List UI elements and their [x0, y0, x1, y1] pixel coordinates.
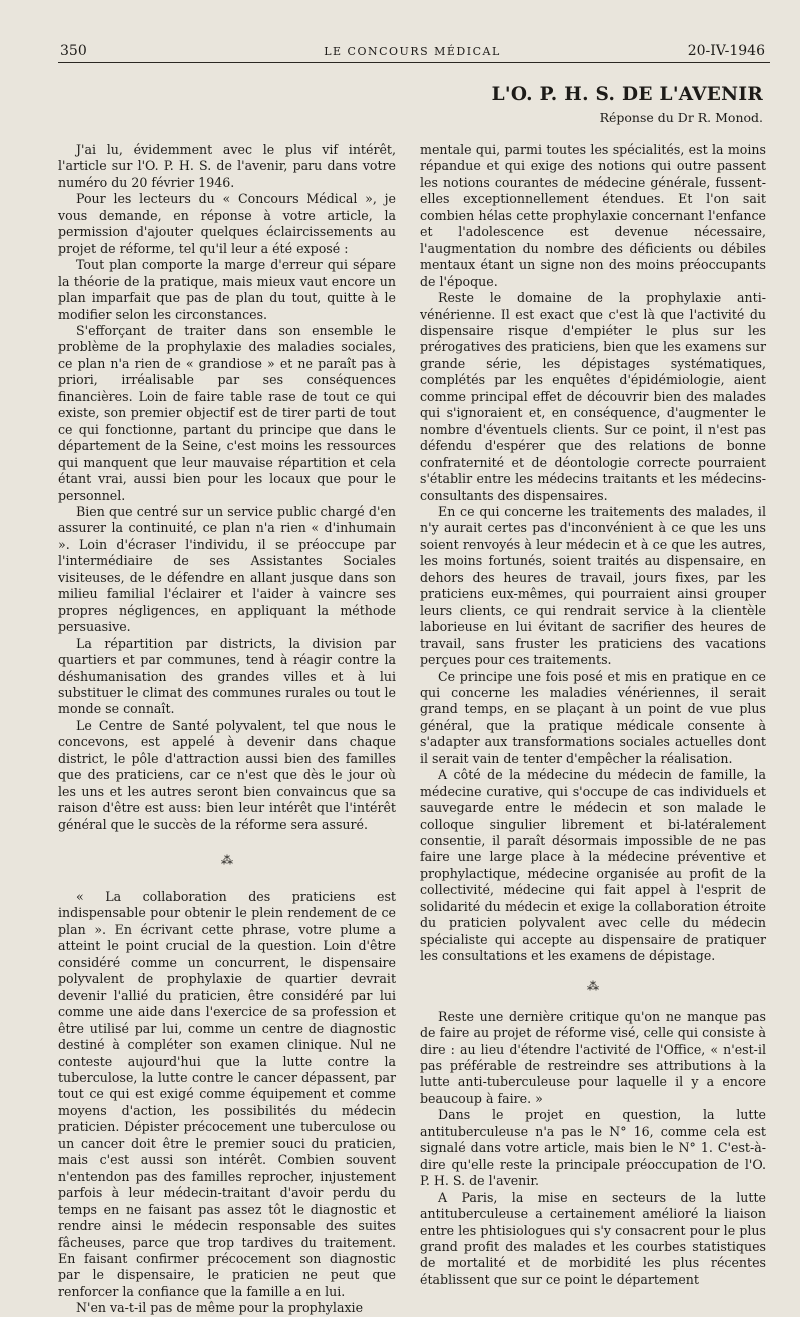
paragraph: Dans le projet en question, la lutte antituberculeuse n'a pas le N° 16, comme cela est signalé dans votre article, mais bien le N° 1. C'est-à-dire qu'elle reste la principale préoccupation de l'O. P. H. S. de l'avenir.: [420, 1107, 766, 1189]
paragraph: A Paris, la mise en secteurs de la lutte antituberculeuse a certainement amélioré la liaison entre les phtisiologues qui s'y consacrent pour le plus grand profit des malades et les courbes statistiques de mortalité et de morbidité les plus récentes établissent que sur ce point le département: [420, 1189, 766, 1287]
issue-date: 20-IV-1946: [687, 43, 765, 59]
paragraph: En ce qui concerne les traitements des malades, il n'y aurait certes pas d'inconvénient à ce que les uns soient renvoyés à leur médecin et à ce que les autres, les moins fortunés, soient traités au dispensaire, en dehors des heures de travail, jours fixes, par les praticiens eux-mêmes, qui pourraient ainsi grouper leurs clients, ce qui rendrait service à la clientèle laborieuse en lui évitant de sacrifier des heures de travail, sans fruster les praticiens des vacations perçues pour ces traitements.: [420, 503, 766, 668]
paragraph: Ce principe une fois posé et mis en pratique en ce qui concerne les maladies vénériennes, il serait grand temps, en se plaçant à un point de vue plus général, que la pratique médicale consente à s'adapter aux transformations sociales actuelles dont il serait vain de tenter d'empêcher la réalisation.: [420, 668, 766, 766]
paragraph: Bien que centré sur un service public chargé d'en assurer la continuité, ce plan n'a rien « d'inhumain ». Loin d'écraser l'individu, il se préoccupe par l'intermédiaire de ses Assistantes Sociales visiteuses, de le défendre en allant jusque dans son milieu familial l'éclairer et l'aider à vaincre ses propres négligences, en appliquant la méthode persuasive.: [58, 503, 396, 635]
paragraph: Pour les lecteurs du « Concours Médical », je vous demande, en réponse à votre article, la permission d'ajouter quelques éclaircissements au projet de réforme, tel qu'il leur a été exposé :: [58, 191, 396, 256]
paragraph: J'ai lu, évidemment avec le plus vif intérêt, l'article sur l'O. P. H. S. de l'avenir, paru dans votre numéro du 20 février 1946.: [58, 142, 396, 190]
paragraph: Le Centre de Santé polyvalent, tel que nous le concevons, est appelé à devenir dans chaque district, le pôle d'attraction aussi bien des familles que des praticiens, car ce n'est que dès le jour où les uns et les autres seront bien convaincus que sa raison d'être est auss: bien leur intérêt que l'intérêt général que le succès de la réforme sera assuré.: [58, 717, 396, 832]
article-title: L'O. P. H. S. DE L'AVENIR: [491, 84, 763, 105]
section-separator: ⁂: [221, 853, 233, 868]
paragraph: Reste le domaine de la prophylaxie anti-vénérienne. Il est exact que c'est là que l'activité du dispensaire risque d'empiéter le plus sur les prérogatives des praticiens, bien que les examens sur grande série, les dépistages systématiques, complétés par les enquêtes d'épidémiologie, aient comme principal effet de découvrir bien des malades qui s'ignoraient et, en conséquence, d'augmenter le nombre d'éventuels clients. Sur ce point, il n'est pas défendu d'espérer que des relations de bonne confraternité et de déontologie correcte pourraient s'établir entre les médecins traitants et les médecins-consultants des dispensaires.: [420, 290, 766, 503]
running-header: [60, 40, 765, 62]
paragraph: A côté de la médecine du médecin de famille, la médecine curative, qui s'occupe de cas individuels et sauvegarde entre le médecin et son malade le colloque singulier librement et bi-latéralement consentie, il paraît désormais impossible de ne pas faire une large place à la médecine préventive et prophylactique, médecine organisée au profit de la collectivité, médecine qui fait appel à l'esprit de solidarité du médecin et exige la collaboration étroite du praticien polyvalent avec celle du médecin spécialiste qui accepte au dispensaire de pratiquer les consultations et les examens de dépistage.: [420, 767, 766, 964]
paragraph: « La collaboration des praticiens est indispensable pour obtenir le plein rendement de ce plan ». En écrivant cette phrase, votre plume a atteint le point crucial de la question. Loin d'être considéré comme un concurrent, le dispensaire polyvalent de prophylaxie de quartier devrait devenir l'allié du praticien, être considéré par lui comme une aide dans l'exercice de sa profession et être utilisé par lui, comme un centre de diagnostic destiné à compléter son examen clinique. Nul ne conteste aujourd'hui que la lutte contre la tuberculose, la lutte contre le cancer dépassent, par tout ce qui est exigé comme équipement et comme moyens d'action, les possibilités du médecin praticien. Dépister précocement une tuberculose ou un cancer doit être le premier souci du praticien, mais c'est aussi son intérêt. Combien souvent n'entendon pas des familles reprocher, injustement parfois à leur médecin-traitant d'avoir perdu du temps en ne faisant pas assez tôt le diagnostic et rendre ainsi le médecin responsable des suites fâcheuses, parce que trop tardives du traitement. En faisant confirmer précocement son diagnostic par le dispensaire, le praticien ne peut que renforcer la confiance que la famille a en lui.: [58, 889, 396, 1299]
paragraph: S'efforçant de traiter dans son ensemble le problème de la prophylaxie des maladies sociales, ce plan n'a rien de « grandiose » et ne paraît pas à priori, irréalisable par ses conséquences financières. Loin de faire table rase de tout ce qui existe, son premier objectif est de tirer parti de tout ce qui fonctionne, partant du principe que dans le département de la Seine, c'est moins les ressources qui manquent que leur mauvaise répartition et cela étant vrai, aussi bien pour les locaux que pour le personnel.: [58, 322, 396, 503]
section-separator: ⁂: [587, 978, 599, 993]
left-column: [58, 142, 396, 1317]
paragraph: mentale qui, parmi toutes les spécialités, est la moins répandue et qui exige des notions qui outre passent les notions courantes de médecine générale, fussent-elles exceptionnellement étendues. Et l'on sait combien hélas cette prophylaxie concernant l'enfance et l'adolescence est devenue nécessaire, l'augmentation du nombre des déficients ou débiles mentaux étant un signe non des moins préoccupants de l'époque.: [420, 142, 766, 289]
journal-title: LE CONCOURS MÉDICAL: [324, 45, 501, 58]
article-byline: Réponse du Dr R. Monod.: [599, 110, 763, 125]
paragraph: La répartition par districts, la division par quartiers et par communes, tend à réagir contre la déshumanisation des grandes villes et à lui substituer le climat des communes rurales ou tout le monde se connaît.: [58, 635, 396, 717]
paragraph: Reste une dernière critique qu'on ne manque pas de faire au projet de réforme visé, celle qui consiste à dire : au lieu d'étendre l'activité de l'Office, « n'est-il pas préférable de restreindre ses attributions à la lutte anti-tuberculeuse pour laquelle il y a encore beaucoup à faire. »: [420, 1008, 766, 1106]
right-column: [420, 142, 766, 1288]
header-rule: [58, 62, 770, 63]
paragraph: Tout plan comporte la marge d'erreur qui sépare la théorie de la pratique, mais mieux vaut encore un plan imparfait que pas de plan du tout, quitte à le modifier selon les circonstances.: [58, 257, 396, 322]
page-number: 350: [60, 43, 87, 59]
paragraph: N'en va-t-il pas de même pour la prophylaxie: [76, 1300, 364, 1316]
